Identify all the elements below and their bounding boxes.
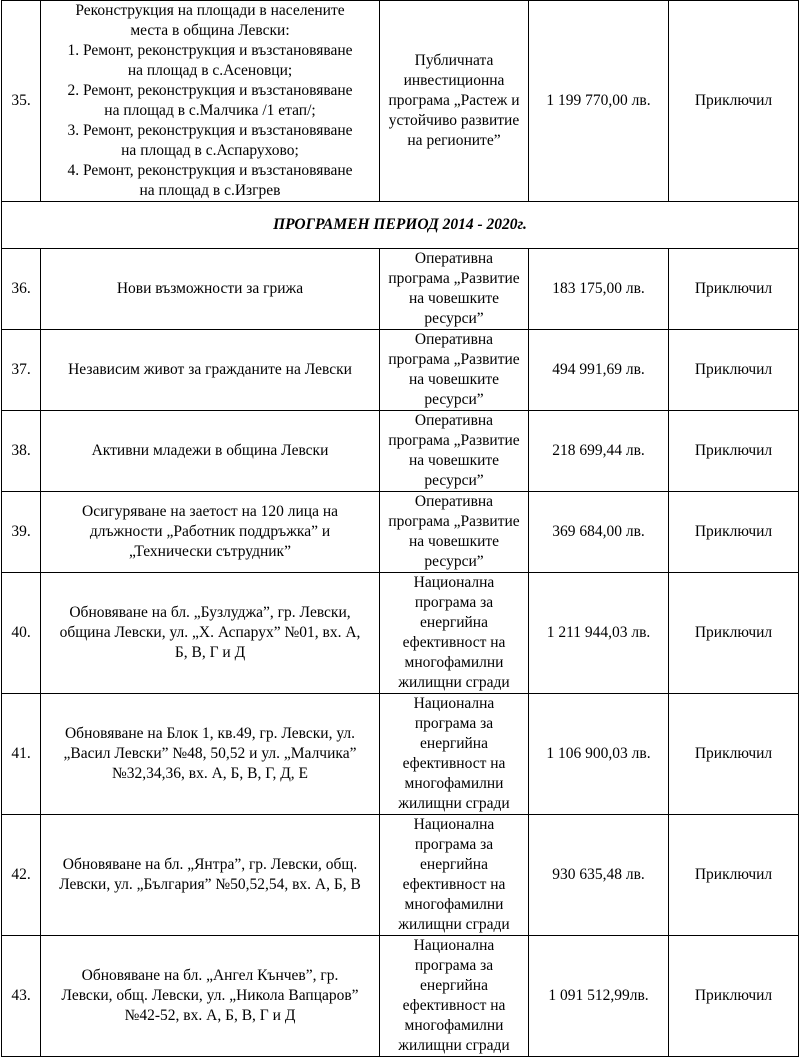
project-title-line: Реконструкция на площади в населените	[75, 2, 345, 19]
funding-program	[380, 330, 529, 411]
funding-program-line: програма „Развитие	[388, 513, 520, 530]
project-title	[41, 492, 380, 573]
funding-program	[380, 492, 529, 573]
funding-program-line: Оперативна	[414, 331, 494, 348]
funding-program-line: програма „Развитие	[388, 270, 520, 287]
project-status: Приключил	[669, 249, 799, 330]
project-amount: 183 175,00 лв.	[529, 249, 669, 330]
funding-program-line: на регионите”	[407, 132, 501, 149]
table-row	[2, 573, 799, 694]
table-row	[2, 411, 799, 492]
table-row	[2, 1, 799, 202]
project-status: Приключил	[669, 330, 799, 411]
project-title-line: на площад в с.Аспарухово;	[121, 142, 299, 159]
funding-program-line: ресурси”	[424, 553, 484, 570]
project-amount: 930 635,48 лв.	[529, 815, 669, 936]
funding-program-line: ефективност на	[402, 634, 506, 651]
project-title-line: Обновяване на бл. „Бузлуджа”, гр. Левски,	[69, 604, 351, 621]
project-status: Приключил	[669, 694, 799, 815]
project-title	[41, 573, 380, 694]
funding-program-line: Оперативна	[414, 250, 494, 267]
project-title-line: Активни младежи в община Левски	[91, 442, 329, 459]
project-title	[41, 1, 380, 202]
project-title	[41, 694, 380, 815]
funding-program-line: енергийна	[420, 977, 488, 994]
project-title-line: №32,34,36, вх. А, Б, В, Г, Д, Е	[111, 765, 309, 782]
funding-program	[380, 694, 529, 815]
project-title	[41, 249, 380, 330]
project-status: Приключил	[669, 573, 799, 694]
funding-program-line: многофамилни	[404, 1017, 504, 1034]
funding-program-line: програма за	[414, 594, 494, 611]
funding-program-line: ресурси”	[424, 472, 484, 489]
project-title-line: №42-52, вх. А, Б, В, Г и Д	[124, 1007, 296, 1024]
funding-program-line: програма за	[414, 715, 494, 732]
funding-program-line: енергийна	[420, 735, 488, 752]
row-number: 38.	[2, 411, 41, 492]
project-title-line: Обновяване на бл. „Янтра”, гр. Левски, общ.	[62, 856, 358, 873]
funding-program-line: Оперативна	[414, 412, 494, 429]
funding-program-line: Национална	[413, 816, 495, 833]
table-body	[2, 249, 799, 1057]
funding-program-line: жилищни сгради	[398, 795, 510, 812]
project-amount: 1 199 770,00 лв.	[529, 1, 669, 202]
row-number: 43.	[2, 936, 41, 1057]
project-amount: 1 211 944,03 лв.	[529, 573, 669, 694]
section-header-row	[2, 202, 799, 249]
project-title-line: Нови възможности за грижа	[116, 280, 304, 297]
project-amount: 369 684,00 лв.	[529, 492, 669, 573]
project-title-line: Независим живот за гражданите на Левски	[68, 361, 352, 378]
table-row	[2, 492, 799, 573]
project-title	[41, 411, 380, 492]
project-status: Приключил	[669, 1, 799, 202]
funding-program-line: Национална	[413, 695, 495, 712]
project-title-line: 3. Ремонт, реконструкция и възстановяване	[67, 122, 353, 139]
funding-program	[380, 1, 529, 202]
section-title: ПРОГРАМЕН ПЕРИОД 2014 - 2020г.	[2, 202, 799, 249]
project-title-line: „Васил Левски” №48, 50,52 и ул. „Малчика”	[63, 745, 357, 762]
funding-program	[380, 936, 529, 1057]
funding-program-line: многофамилни	[404, 775, 504, 792]
table-row	[2, 249, 799, 330]
funding-program-line: многофамилни	[404, 896, 504, 913]
row-number: 42.	[2, 815, 41, 936]
funding-program-line: Национална	[413, 574, 495, 591]
table-row	[2, 936, 799, 1057]
table-row	[2, 330, 799, 411]
row-number: 41.	[2, 694, 41, 815]
funding-program-line: многофамилни	[404, 654, 504, 671]
funding-program-line: ефективност на	[402, 755, 506, 772]
row-number: 37.	[2, 330, 41, 411]
project-status: Приключил	[669, 936, 799, 1057]
project-title	[41, 936, 380, 1057]
project-title-line: на площад в с.Изгрев	[139, 182, 281, 199]
project-title-line: Левски, ул. „България” №50,52,54, вх. А, Б, В	[59, 876, 361, 893]
row-number: 39.	[2, 492, 41, 573]
project-amount: 218 699,44 лв.	[529, 411, 669, 492]
funding-program-line: енергийна	[420, 614, 488, 631]
row-number: 35.	[2, 1, 41, 202]
funding-program-line: жилищни сгради	[398, 1037, 510, 1054]
funding-program-line: инвестиционна	[403, 72, 505, 89]
funding-program-line: ресурси”	[424, 310, 484, 327]
funding-program-line: програма за	[414, 957, 494, 974]
funding-program-line: жилищни сгради	[398, 916, 510, 933]
project-amount: 494 991,69 лв.	[529, 330, 669, 411]
project-amount: 1 091 512,99лв.	[529, 936, 669, 1057]
project-amount: 1 106 900,03 лв.	[529, 694, 669, 815]
funding-program-line: на човешките	[408, 290, 500, 307]
funding-program-line: програма за	[414, 836, 494, 853]
funding-program-line: ефективност на	[402, 997, 506, 1014]
project-title-line: 1. Ремонт, реконструкция и възстановяване	[67, 42, 353, 59]
project-title-line: Левски, общ. Левски, ул. „Никола Вапцаров”	[61, 987, 359, 1004]
project-title-line: 4. Ремонт, реконструкция и възстановяване	[67, 162, 353, 179]
project-status: Приключил	[669, 815, 799, 936]
funding-program-line: енергийна	[420, 856, 488, 873]
funding-program-line: Национална	[413, 937, 495, 954]
project-title-line: Б, В, Г и Д	[174, 644, 246, 661]
funding-program	[380, 411, 529, 492]
funding-program-line: на човешките	[408, 533, 500, 550]
project-title-line: места в община Левски:	[130, 22, 290, 39]
funding-program-line: на човешките	[408, 371, 500, 388]
funding-program-line: Оперативна	[414, 493, 494, 510]
table-row	[2, 694, 799, 815]
funding-program-line: програма „Растеж и	[388, 92, 520, 109]
project-title-line: на площад в с.Асеновци;	[127, 62, 293, 79]
funding-program	[380, 249, 529, 330]
table-body-top	[2, 1, 799, 249]
funding-program	[380, 815, 529, 936]
row-number: 40.	[2, 573, 41, 694]
project-title-line: Осигуряване на заетост на 120 лица на	[82, 503, 338, 520]
project-title	[41, 330, 380, 411]
project-title-line: Обновяване на Блок 1, кв.49, гр. Левски, ул.	[64, 725, 356, 742]
funding-program-line: ефективност на	[402, 876, 506, 893]
project-status: Приключил	[669, 411, 799, 492]
funding-program-line: на човешките	[408, 452, 500, 469]
project-title-line: на площад в с.Малчика /1 етап/;	[104, 102, 316, 119]
table-row	[2, 815, 799, 936]
funding-program-line: ресурси”	[424, 391, 484, 408]
project-title-line: „Технически сътрудник”	[129, 543, 291, 560]
project-title-line: община Левски, ул. „Х. Аспарух” №01, вх. А,	[59, 624, 361, 641]
project-status: Приключил	[669, 492, 799, 573]
funding-program-line: устойчиво развитие	[388, 112, 520, 129]
project-title-line: 2. Ремонт, реконструкция и възстановяване	[67, 82, 353, 99]
funding-program-line: програма „Развитие	[388, 432, 520, 449]
project-title-line: длъжности „Работник поддръжка” и	[89, 523, 331, 540]
row-number: 36.	[2, 249, 41, 330]
projects-table	[1, 0, 799, 1057]
project-title	[41, 815, 380, 936]
funding-program-line: Публичната	[414, 52, 494, 69]
funding-program	[380, 573, 529, 694]
project-title-line: Обновяване на бл. „Ангел Кънчев”, гр.	[81, 967, 339, 984]
funding-program-line: програма „Развитие	[388, 351, 520, 368]
funding-program-line: жилищни сгради	[398, 674, 510, 691]
